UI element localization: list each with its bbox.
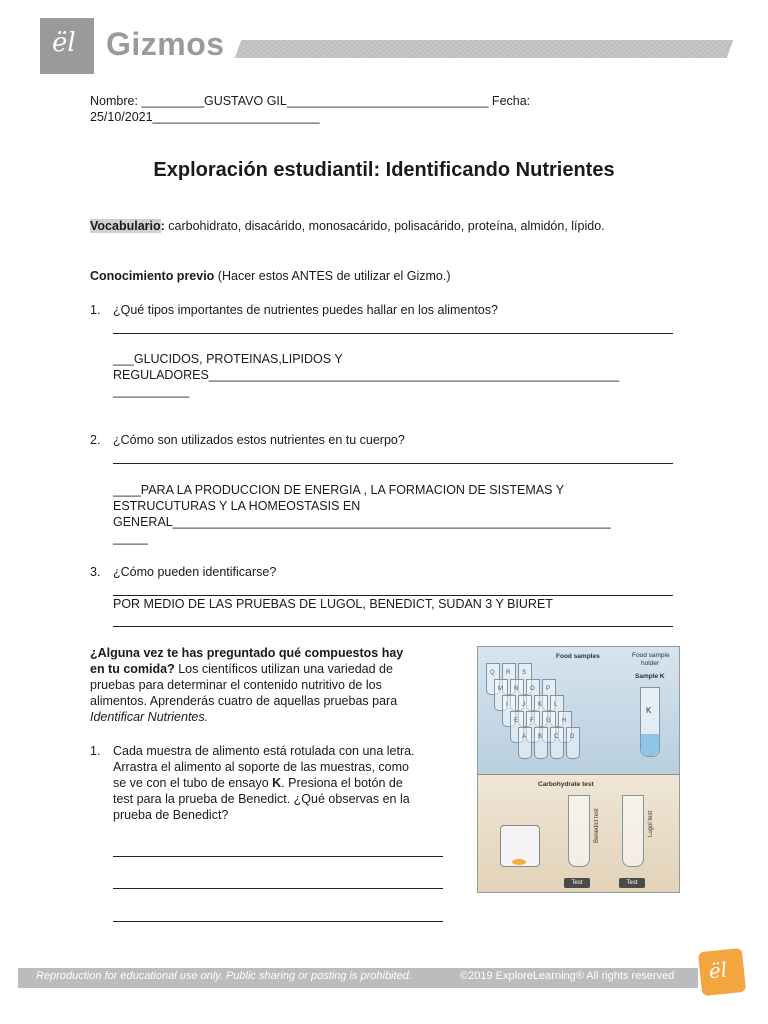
tube-letter: F — [530, 718, 534, 724]
question-1-answer: ___GLUCIDOS, PROTEINAS,LIPIDOS Y — [113, 352, 343, 366]
activity-question-1-text: Cada muestra de alimento está rotulada con una letra. — [113, 744, 415, 758]
tube-letter: S — [522, 670, 527, 676]
answer-line — [113, 888, 443, 889]
tube-letter: D — [570, 734, 575, 740]
tube-letter: K — [272, 776, 282, 790]
question-2-text: ¿Cómo son utilizados estos nutrientes en tu cuerpo? — [113, 433, 405, 447]
carbohydrate-test-label: Carbohydrate test — [538, 781, 594, 788]
food-sample-tube[interactable] — [534, 727, 548, 759]
question-2-answer: ESTRUCUTURAS Y LA HOMEOSTASIS EN — [113, 499, 361, 513]
tube-letter: G — [546, 718, 551, 724]
intro-bold: ¿Alguna vez te has preguntado qué compuestos hay — [90, 646, 404, 660]
brand-name: Gizmos — [106, 26, 225, 62]
activity-question-1-text — [113, 775, 403, 791]
answer-line — [113, 333, 673, 334]
gizmo-screenshot — [477, 646, 680, 893]
question-2-number: 2. — [90, 433, 101, 447]
tube-letter: H — [562, 718, 567, 724]
lugol-label: Lugol test — [648, 810, 654, 837]
tube-letter: E — [514, 718, 519, 724]
tube-letter: N — [514, 686, 519, 692]
tube-letter: Q — [490, 670, 495, 676]
burner-flame — [512, 859, 526, 865]
question-1-answer: REGULADORES___________________________________________________________ — [113, 368, 620, 382]
question-2-answer: _____ — [113, 531, 148, 545]
activity-question-1-text: Arrastra el alimento al soporte de las muestras, como — [113, 760, 409, 774]
answer-line — [113, 921, 443, 922]
food-sample-tube[interactable] — [566, 727, 580, 759]
intro-line — [90, 661, 393, 677]
tube-letter: L — [554, 702, 558, 708]
activity-question-1-text: test para la prueba de Benedict. ¿Qué observas en la — [113, 792, 410, 806]
tube-letter: K — [538, 702, 543, 708]
prior-knowledge-label: Conocimiento previo — [90, 269, 215, 283]
vocabulary-colon: : — [160, 219, 165, 233]
question-3-text: ¿Cómo pueden identificarse? — [113, 565, 277, 579]
food-samples-label: Food samples — [556, 653, 600, 660]
holder-label: Food sample — [632, 652, 670, 659]
benedict-tube — [568, 795, 590, 867]
activity-text: se ve con el tubo de ensayo — [113, 776, 273, 790]
question-1-text: ¿Qué tipos importantes de nutrientes puedes hallar en los alimentos? — [113, 303, 498, 317]
vocabulary-label: Vocabulario — [90, 219, 161, 233]
intro-line: pruebas para determinar el contenido nutritivo de los — [90, 678, 382, 692]
explorelearning-footer-logo: ël — [698, 948, 746, 996]
footer-copyright-notice: Reproduction for educational use only. Public sharing or posting is prohibited. — [36, 970, 412, 982]
tube-letter: M — [498, 686, 503, 692]
food-sample-tube[interactable] — [518, 727, 532, 759]
prior-knowledge-heading — [90, 268, 451, 284]
activity-question-1-text: prueba de Benedict? — [113, 808, 229, 822]
tube-letter: R — [506, 670, 511, 676]
tube-letter: J — [522, 702, 525, 708]
sample-label: Sample K — [635, 673, 665, 680]
vocabulary-line — [90, 218, 605, 234]
header-decorative-bar — [235, 40, 734, 58]
answer-line — [113, 856, 443, 857]
tube-letter: C — [554, 734, 559, 740]
page-title: Exploración estudiantil: Identificando Nutrientes — [153, 159, 615, 181]
intro-text: Los científicos utilizan una variedad de — [174, 662, 393, 676]
question-2-answer: GENERAL_______________________________________________________________ — [113, 515, 611, 529]
student-name-line: Nombre: _________GUSTAVO GIL_____________________________ Fecha: — [90, 94, 531, 108]
benedict-test-button[interactable]: Test — [564, 878, 590, 888]
question-3-answer: POR MEDIO DE LAS PRUEBAS DE LUGOL, BENEDICT, SUDAN 3 Y BIURET — [113, 597, 553, 611]
vocabulary-terms: carbohidrato, disacárido, monosacárido, polisacárido, proteína, almidón, lípido. — [164, 219, 605, 233]
tube-letter: P — [546, 686, 551, 692]
activity-question-1-number: 1. — [90, 744, 101, 758]
intro-line: alimentos. Aprenderás cuatro de aquellas pruebas para — [90, 694, 398, 708]
sample-k-tube — [640, 687, 660, 757]
tube-letter: B — [538, 734, 543, 740]
activity-text: . Presiona el botón de — [281, 776, 403, 790]
intro-bold-2: en tu comida? — [90, 662, 175, 676]
answer-line — [113, 463, 673, 464]
footer-rights: ©2019 ExploreLearning® All rights reserved — [460, 970, 675, 982]
student-date-line: 25/10/2021________________________ — [90, 110, 320, 124]
intro-line: Identificar Nutrientes. — [90, 710, 209, 724]
question-2-answer: ____PARA LA PRODUCCION DE ENERGIA , LA FORMACION DE SISTEMAS Y — [113, 483, 565, 497]
tube-letter: I — [506, 702, 508, 708]
sample-k-letter: K — [646, 706, 652, 715]
carbohydrate-test-area — [478, 774, 679, 893]
prior-knowledge-note: (Hacer estos ANTES de utilizar el Gizmo.) — [214, 269, 451, 283]
benedict-label: Benedict test — [594, 808, 600, 843]
tube-letter: O — [530, 686, 535, 692]
question-1-answer: ___________ — [113, 384, 190, 398]
question-1-number: 1. — [90, 303, 101, 317]
tube-letter: A — [522, 734, 527, 740]
holder-label: holder — [641, 660, 660, 667]
food-samples-area — [478, 647, 679, 774]
explorelearning-logo: ël — [40, 18, 94, 74]
answer-line — [113, 626, 673, 627]
lugol-tube — [622, 795, 644, 867]
food-sample-tube[interactable] — [550, 727, 564, 759]
lugol-test-button[interactable]: Test — [619, 878, 645, 888]
question-3-number: 3. — [90, 565, 101, 579]
